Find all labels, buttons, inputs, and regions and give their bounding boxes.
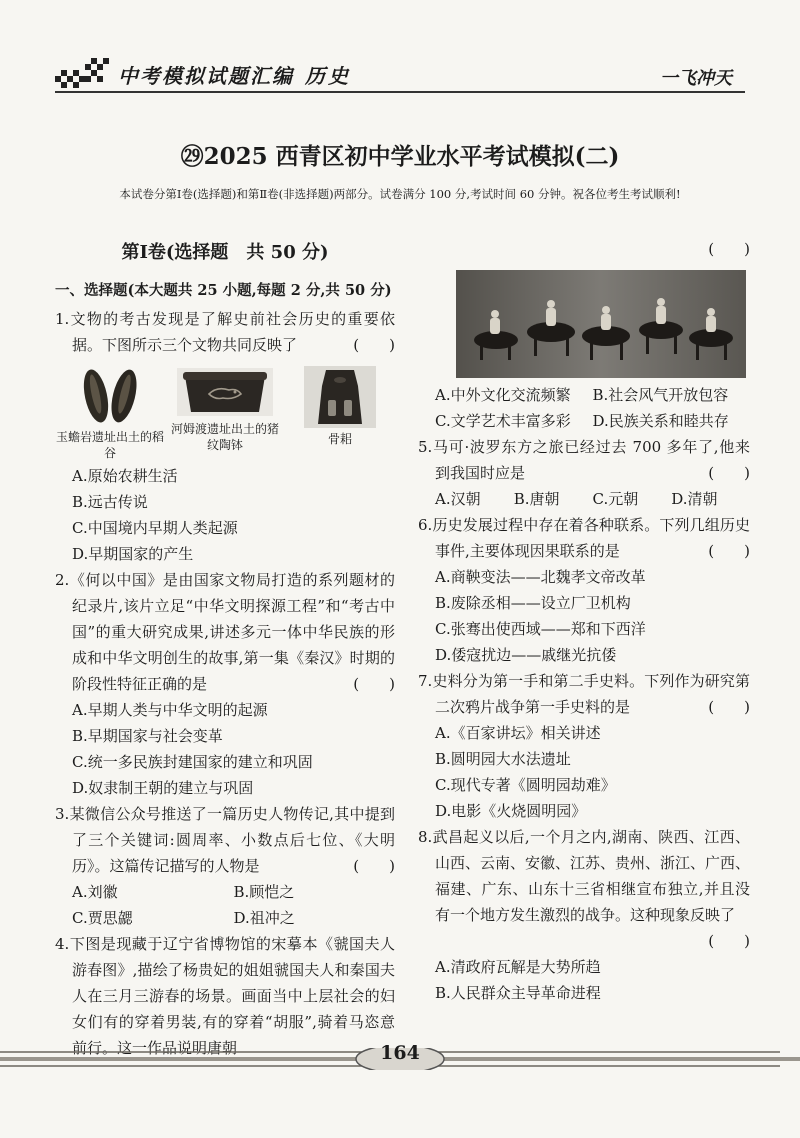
answer-bracket: ( ) xyxy=(708,932,750,950)
option-b[interactable]: B.唐朝 xyxy=(513,490,560,508)
option-d[interactable]: D.早期国家的产生 xyxy=(72,545,194,563)
option-a[interactable]: A.商鞅变法——北魏孝文帝改革 xyxy=(435,568,646,586)
horse-riders-painting-icon xyxy=(456,270,746,378)
question-stem xyxy=(418,668,750,720)
option-b[interactable]: B.远古传说 xyxy=(72,493,148,511)
option-a[interactable]: A.原始农耕生活 xyxy=(72,467,178,485)
option-a[interactable]: A.《百家讲坛》相关讲述 xyxy=(435,724,601,742)
option-b[interactable]: B.废除丞相——设立厂卫机构 xyxy=(435,594,631,612)
question-2 xyxy=(55,567,395,801)
option-b[interactable]: B.早期国家与社会变革 xyxy=(72,727,223,745)
question-stem-text: 8.武昌起义以后,一个月之内,湖南、陕西、江西、山西、云南、安徽、江苏、贵州、浙江、广西、福建、广东、山东十三省相继宣布独立,并且没有一个地方发生激烈的战争。这种现象反映了 xyxy=(418,828,751,924)
option-a[interactable]: A.刘徽 xyxy=(72,883,118,901)
question-1 xyxy=(55,306,395,567)
answer-bracket: ( ) xyxy=(708,464,750,482)
question-stem-text: 6.历史发展过程中存在着各种联系。下列几组历史事件,主要体现因果联系的是 xyxy=(418,516,750,560)
question-stem-text: 4.下图是现藏于辽宁省博物馆的宋摹本《虢国夫人游春图》,描绘了杨贵妃的姐姐虢国夫人和秦国夫人在三月三游春的场景。画面当中上层社会的妇女们有的穿着男装,有的穿着“胡服”,骑着马恣意前行。这一作品说明唐朝 xyxy=(55,935,395,1057)
options-row xyxy=(55,879,395,905)
option-d[interactable]: D.清朝 xyxy=(671,490,718,508)
question-stem-text: 3.某微信公众号推送了一篇历史人物传记,其中提到了三个关键词:圆周率、小数点后七位、《大明历》。这篇传记描写的人物是 xyxy=(55,805,395,875)
artifact-pottery xyxy=(170,366,280,461)
option-c[interactable]: C.贾思勰 xyxy=(72,909,133,927)
artifact-rice xyxy=(55,366,165,461)
question-stem xyxy=(55,801,395,879)
question-3 xyxy=(55,801,395,931)
answer-bracket: ( ) xyxy=(353,857,395,875)
answer-bracket: ( ) xyxy=(708,698,750,716)
option-b[interactable]: B.顾恺之 xyxy=(233,883,295,901)
option-b[interactable]: B.社会风气开放包容 xyxy=(592,386,729,404)
option-d[interactable]: D.电影《火烧圆明园》 xyxy=(435,802,587,820)
question-4 xyxy=(55,931,395,1061)
option-c[interactable]: C.文学艺术丰富多彩 xyxy=(435,412,571,430)
subject-label: 历史 xyxy=(305,64,351,88)
option-a[interactable]: A.中外文化交流频繁 xyxy=(435,386,571,404)
question-stem-text: 7.史料分为第一手和第二手史料。下列作为研究第二次鸦片战争第一手史料的是 xyxy=(418,672,750,716)
option-a[interactable]: A.汉朝 xyxy=(435,490,481,508)
right-column xyxy=(418,236,750,1006)
question-5 xyxy=(418,434,750,512)
option-c[interactable]: C.张骞出使西域——郑和下西洋 xyxy=(435,620,646,638)
answer-bracket: ( ) xyxy=(353,336,395,354)
question-6 xyxy=(418,512,750,668)
left-column xyxy=(55,236,395,1061)
brand-logo: 一飞冲天 xyxy=(660,68,732,89)
answer-bracket: ( ) xyxy=(353,675,395,693)
option-b[interactable]: B.人民群众主导革命进程 xyxy=(435,984,601,1002)
painting-figure xyxy=(456,270,746,378)
question-stem-text: 5.马可·波罗东方之旅已经过去 700 多年了,他来到我国时应是 xyxy=(418,438,750,482)
option-a[interactable]: A.早期人类与中华文明的起源 xyxy=(72,701,268,719)
options-row xyxy=(418,382,750,408)
question-stem xyxy=(55,567,395,697)
question-8 xyxy=(418,824,750,1006)
option-d[interactable]: D.奴隶制王朝的建立与巩固 xyxy=(72,779,254,797)
artifact-bone-spade xyxy=(285,366,395,461)
section-heading: 第Ⅰ卷(选择题 共 50 分) xyxy=(121,242,329,263)
page-number: 164 xyxy=(380,1042,420,1064)
option-c[interactable]: C.统一多民族封建国家的建立和巩固 xyxy=(72,753,313,771)
checker-pattern-icon xyxy=(55,58,113,88)
options-row xyxy=(418,486,750,512)
question-stem-text: 1.文物的考古发现是了解史前社会历史的重要依据。下图所示三个文物共同反映了 xyxy=(55,310,395,354)
answer-bracket: ( ) xyxy=(708,240,750,258)
option-d[interactable]: D.倭寇扰边——戚继光抗倭 xyxy=(435,646,617,664)
figure-caption: 骨耜 xyxy=(327,432,352,446)
question-stem xyxy=(418,434,750,486)
option-c[interactable]: C.现代专著《圆明园劫难》 xyxy=(435,776,616,794)
options-row xyxy=(55,905,395,931)
header-divider xyxy=(55,91,745,93)
question-4-continued xyxy=(418,236,750,434)
options-row xyxy=(418,408,750,434)
option-c[interactable]: C.中国境内早期人类起源 xyxy=(72,519,238,537)
answer-bracket: ( ) xyxy=(708,542,750,560)
option-a[interactable]: A.清政府瓦解是大势所趋 xyxy=(435,958,601,976)
bone-spade-icon xyxy=(304,366,376,428)
option-c[interactable]: C.元朝 xyxy=(592,490,639,508)
pottery-bowl-icon xyxy=(175,366,275,418)
artifact-figures xyxy=(55,366,395,461)
question-stem-text: 2.《何以中国》是由国家文物局打造的系列题材的纪录片,该片立足“中华文明探源工程”和“考古中国”的重大研究成果,讲述多元一体中华民族的形成和中华文明创生的故事,第一集《秦汉》时期的阶段性特征正确的是 xyxy=(55,571,395,693)
exam-title: ㉙2025 西青区初中学业水平考试模拟(二) xyxy=(180,143,620,170)
figure-caption: 河姆渡遗址出土的猪纹陶钵 xyxy=(170,422,279,452)
part-heading: 一、选择题(本大题共 25 小题,每题 2 分,共 50 分) xyxy=(55,282,392,299)
option-d[interactable]: D.民族关系和睦共存 xyxy=(592,412,729,430)
exam-instructions: 本试卷分第Ⅰ卷(选择题)和第Ⅱ卷(非选择题)两部分。试卷满分 100 分,考试时间 60 分钟。祝各位考生考试顺利! xyxy=(119,187,681,201)
option-b[interactable]: B.圆明园大水法遗址 xyxy=(435,750,571,768)
question-stem xyxy=(418,512,750,564)
question-stem xyxy=(55,306,395,358)
question-7 xyxy=(418,668,750,824)
figure-caption: 玉蟾岩遗址出土的稻谷 xyxy=(55,430,164,460)
series-title: 中考模拟试题汇编 xyxy=(118,64,294,88)
rice-grain-icon xyxy=(74,366,146,426)
option-d[interactable]: D.祖冲之 xyxy=(233,909,295,927)
